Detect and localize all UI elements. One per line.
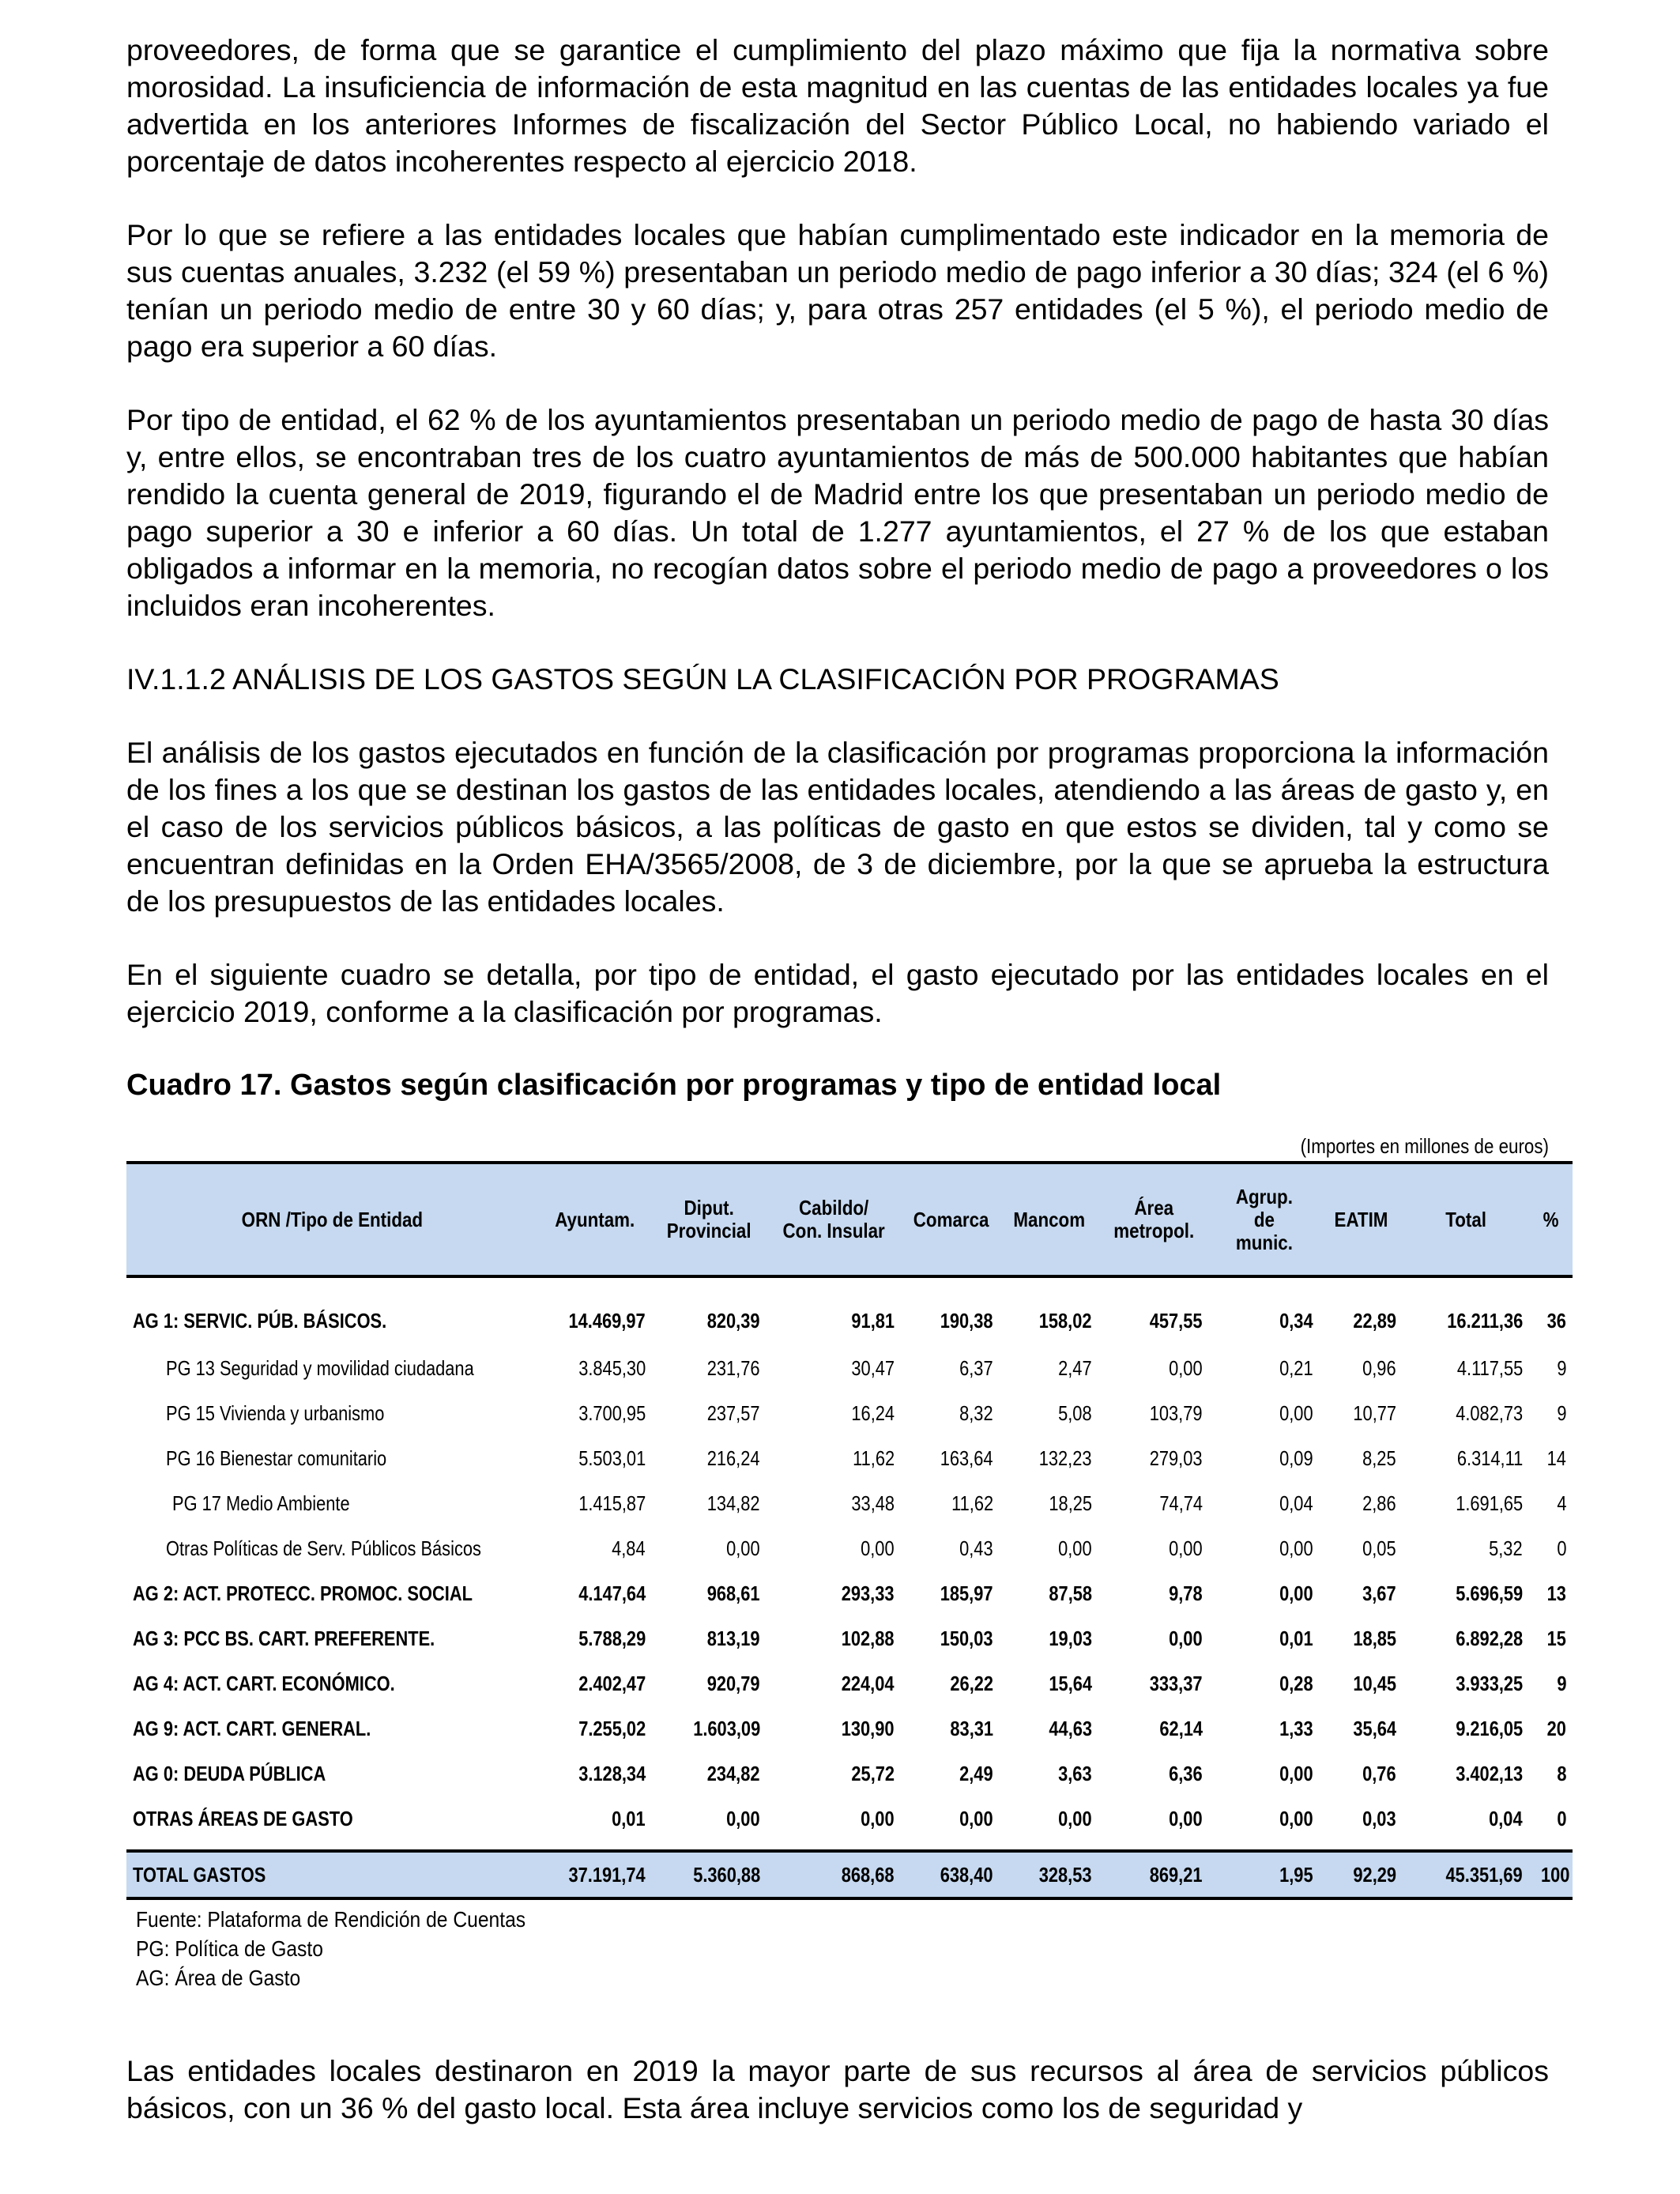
table-cell: 0,00 (1169, 1536, 1203, 1560)
table-cell: 13 (1546, 1581, 1566, 1605)
table-cell: 3.933,25 (1455, 1672, 1523, 1695)
table-cell: 0,00 (726, 1536, 760, 1560)
note-line: AG: Área de Gasto (136, 1966, 301, 1990)
table-cell: 0,00 (1058, 1536, 1092, 1560)
table-cell: 813,19 (707, 1627, 760, 1650)
table-cell: 0,04 (1279, 1491, 1313, 1515)
table-cell: 216,24 (707, 1446, 760, 1470)
table-cell: 5,08 (1058, 1401, 1092, 1425)
header-col-3 (767, 1163, 901, 1276)
table-cell: 163,64 (940, 1446, 993, 1470)
row-label: PG 17 Medio Ambiente (172, 1491, 350, 1515)
table-cell: 130,90 (842, 1717, 895, 1740)
table-cell: 9 (1556, 1401, 1566, 1425)
table-cell: 6,36 (1169, 1762, 1203, 1785)
table-cell: 14.469,97 (568, 1308, 646, 1333)
table-header-row (126, 1163, 1573, 1276)
table-cell: 8 (1556, 1762, 1566, 1785)
table-cell: 16,24 (851, 1401, 895, 1425)
table-cell: 0,76 (1362, 1762, 1396, 1785)
table-row (126, 1796, 1573, 1842)
table-row (126, 1481, 1573, 1526)
header-label: Total (1445, 1207, 1486, 1231)
total-cell: 1,95 (1209, 1851, 1320, 1898)
table-cell: 0,00 (959, 1807, 993, 1830)
total-cell: 869,21 (1098, 1851, 1209, 1898)
table-cell: 0,00 (1279, 1581, 1313, 1605)
table-row (126, 1661, 1573, 1706)
header-col-10 (1529, 1163, 1573, 1276)
row-label: OTRAS ÁREAS DE GASTO (133, 1807, 353, 1830)
table-cell: 25,72 (851, 1762, 895, 1785)
table-cell: 3.128,34 (578, 1762, 646, 1785)
table-cell: 87,58 (1049, 1581, 1092, 1605)
table-cell: 7.255,02 (578, 1717, 646, 1740)
table-cell: 224,04 (842, 1672, 895, 1695)
table-cell: 62,14 (1159, 1717, 1203, 1740)
table-cell: 20 (1546, 1717, 1566, 1740)
table-cell: 820,39 (707, 1308, 760, 1333)
total-cell: 92,29 (1320, 1851, 1403, 1898)
table-cell: 10,77 (1353, 1401, 1396, 1425)
total-cell: 37.191,74 (537, 1851, 652, 1898)
table-cell: 11,62 (852, 1446, 895, 1470)
table-cell: 9,78 (1169, 1581, 1203, 1605)
header-col-1 (537, 1163, 652, 1276)
table-cell: 33,48 (851, 1491, 895, 1515)
table-cell: 0,34 (1279, 1308, 1313, 1333)
table-cell: 3.402,13 (1455, 1762, 1523, 1785)
table-cell: 158,02 (1039, 1308, 1092, 1333)
table-cell: 0,21 (1279, 1356, 1313, 1380)
table-cell: 14 (1546, 1446, 1566, 1470)
total-cell: 868,68 (767, 1851, 901, 1898)
table-cell: 16.211,36 (1447, 1308, 1523, 1333)
table-row (126, 1436, 1573, 1481)
header-col-9 (1403, 1163, 1529, 1276)
table-cell: 0,00 (861, 1807, 895, 1830)
table-cell: 3.845,30 (578, 1356, 646, 1380)
row-label: Otras Políticas de Serv. Públicos Básicos (166, 1536, 481, 1560)
table-cell: 237,57 (707, 1401, 760, 1425)
header-col-6 (1098, 1163, 1209, 1276)
table-cell: 0,00 (726, 1807, 760, 1830)
table-row (126, 1391, 1573, 1436)
table-cell: 35,64 (1353, 1717, 1396, 1740)
table-cell: 2.402,47 (578, 1672, 646, 1695)
total-cell: 5.360,88 (652, 1851, 767, 1898)
table-cell: 0,28 (1279, 1672, 1313, 1695)
header-col-8 (1320, 1163, 1403, 1276)
table-cell: 103,79 (1150, 1401, 1203, 1425)
table-row (126, 1571, 1573, 1616)
table-cell: 4 (1556, 1491, 1566, 1515)
table-cell: 0,00 (1169, 1807, 1203, 1830)
table-cell: 8,32 (959, 1401, 993, 1425)
table-cell: 9 (1556, 1356, 1566, 1380)
table-cell: 0,00 (861, 1536, 895, 1560)
table-cell: 0,00 (1058, 1807, 1092, 1830)
row-label: PG 15 Vivienda y urbanismo (166, 1401, 385, 1425)
table-cell: 293,33 (842, 1581, 895, 1605)
table-cell: 19,03 (1049, 1627, 1092, 1650)
paragraph-2: Por lo que se refiere a las entidades locales que habían cumplimentado este indicador en la memoria de sus cuentas anuales, 3.232 (el 59 %) presentaban un periodo medio de pago inferior a 30 días; 324 (el 6 %) tenían un periodo medio de entre 30 y 60 días; y, para otras 257 entidades (el 5 %), el periodo medio de pago era superior a 60 días. (126, 218, 1549, 363)
table-cell: 6,37 (959, 1356, 993, 1380)
table-cell: 0,00 (1169, 1356, 1203, 1380)
table-cell: 2,49 (959, 1762, 993, 1785)
total-row (126, 1851, 1573, 1898)
table-cell: 15 (1546, 1627, 1566, 1650)
header-col-4 (901, 1163, 1000, 1276)
header-label: Diput. Provincial (667, 1196, 751, 1242)
table-cell: 234,82 (707, 1762, 760, 1785)
note-line: PG: Política de Gasto (136, 1936, 323, 1961)
header-label: Comarca (913, 1207, 989, 1231)
total-cell: 328,53 (1000, 1851, 1098, 1898)
table-row (126, 1526, 1573, 1571)
table-cell: 968,61 (707, 1581, 760, 1605)
table-cell: 10,45 (1353, 1672, 1396, 1695)
table-cell: 30,47 (851, 1356, 895, 1380)
table-cell: 3.700,95 (578, 1401, 646, 1425)
header-label: % (1543, 1207, 1559, 1231)
header-entity-type (126, 1163, 537, 1276)
table-cell: 0,03 (1362, 1807, 1396, 1830)
table-cell: 26,22 (950, 1672, 993, 1695)
table-cell: 2,86 (1362, 1491, 1396, 1515)
total-cell: 45.351,69 (1403, 1851, 1529, 1898)
table-cell: 0,00 (1279, 1762, 1313, 1785)
table-cell: 44,63 (1049, 1717, 1092, 1740)
table-cell: 36 (1546, 1308, 1566, 1333)
paragraph-3: Por tipo de entidad, el 62 % de los ayuntamientos presentaban un periodo medio de pago de hasta 30 días y, entre ellos, se encontraban tres de los cuatro ayuntamientos de más de 500.000 habitantes que habían rendido la cuenta general de 2019, figurando el de Madrid entre los que presentaban un periodo medio de pago superior a 30 e inferior a 60 días. Un total de 1.277 ayuntamientos, el 27 % de los que estaban obligados a informar en la memoria, no recogían datos sobre el periodo medio de pago a proveedores o los incluidos eran incoherentes. (126, 403, 1549, 622)
table-cell: 1,33 (1279, 1717, 1313, 1740)
table-cell: 134,82 (707, 1491, 760, 1515)
document-page (126, 32, 1570, 2163)
table-cell: 91,81 (851, 1308, 895, 1333)
total-cell: 100 (1529, 1851, 1573, 1898)
table-cell: 11,62 (951, 1491, 993, 1515)
table-cell: 0,05 (1362, 1536, 1396, 1560)
table-cell: 190,38 (940, 1308, 993, 1333)
table-cell: 5,32 (1489, 1536, 1523, 1560)
table-cell: 0,01 (1279, 1627, 1313, 1650)
table-cell: 4,84 (612, 1536, 646, 1560)
header-label: Cabildo/ Con. Insular (782, 1196, 885, 1242)
table-cell: 5.788,29 (578, 1627, 646, 1650)
table-cell: 0,00 (1169, 1627, 1203, 1650)
table-cell: 5.696,59 (1455, 1581, 1523, 1605)
row-label: AG 2: ACT. PROTECC. PROMOC. SOCIAL (133, 1581, 473, 1605)
table-cell: 6.314,11 (1456, 1446, 1523, 1470)
row-label: AG 3: PCC BS. CART. PREFERENTE. (133, 1627, 435, 1650)
row-label: AG 4: ACT. CART. ECONÓMICO. (133, 1672, 395, 1695)
row-label: AG 1: SERVIC. PÚB. BÁSICOS. (133, 1308, 387, 1333)
row-label: AG 9: ACT. CART. GENERAL. (133, 1717, 371, 1740)
table-cell: 74,74 (1159, 1491, 1203, 1515)
total-label: TOTAL GASTOS (126, 1851, 537, 1898)
table-cell: 4.082,73 (1455, 1401, 1523, 1425)
table-cell: 0 (1556, 1807, 1566, 1830)
header-label: Mancom (1013, 1207, 1085, 1231)
header-label: Ayuntam. (554, 1207, 635, 1231)
paragraph-1: proveedores, de forma que se garantice el cumplimiento del plazo máximo que fija la normativa sobre morosidad. La insuficiencia de información de esta magnitud en las cuentas de las entidades locales ya fue advertida en los anteriores Informes de fiscalización del Sector Público Local, no habiendo variado el porcentaje de datos incoherentes respecto al ejercicio 2018. (126, 33, 1549, 178)
table-cell: 4.147,64 (578, 1581, 646, 1605)
table-cell: 231,76 (707, 1356, 760, 1380)
table-cell: 333,37 (1150, 1672, 1203, 1695)
table-cell: 5.503,01 (578, 1446, 646, 1470)
table-cell: 1.415,87 (578, 1491, 646, 1515)
table-cell: 6.892,28 (1455, 1627, 1523, 1650)
row-label: PG 16 Bienestar comunitario (166, 1446, 387, 1470)
table-row (126, 1276, 1573, 1346)
header-col-2 (652, 1163, 767, 1276)
table-cell: 0 (1556, 1536, 1566, 1560)
note-line: Fuente: Plataforma de Rendición de Cuentas (136, 1907, 526, 1932)
header-col-7 (1209, 1163, 1320, 1276)
table-cell: 22,89 (1353, 1308, 1396, 1333)
table-row (126, 1346, 1573, 1391)
table-cell: 279,03 (1150, 1446, 1203, 1470)
table-cell: 1.691,65 (1455, 1491, 1523, 1515)
table-row (126, 1616, 1573, 1661)
table-cell: 18,25 (1049, 1491, 1092, 1515)
table-cell: 0,43 (959, 1536, 993, 1560)
header-col-5 (1000, 1163, 1098, 1276)
table-cell: 3,63 (1058, 1762, 1092, 1785)
table-cell: 150,03 (940, 1627, 993, 1650)
table-cell: 0,00 (1279, 1401, 1313, 1425)
table-cell: 18,85 (1353, 1627, 1396, 1650)
table-cell: 185,97 (940, 1581, 993, 1605)
section-heading: IV.1.1.2 ANÁLISIS DE LOS GASTOS SEGÚN LA CLASIFICACIÓN POR PROGRAMAS (126, 662, 1279, 696)
paragraph-4: El análisis de los gastos ejecutados en función de la clasificación por programas proporciona la información de los fines a los que se destinan los gastos de las entidades locales, atendiendo a las áreas de gasto y, en el caso de los servicios públicos básicos, a las políticas de gasto en que estos se dividen, tal y como se encuentran definidas en la Orden EHA/3565/2008, de 3 de diciembre, por la que se aprueba la estructura de los presupuestos de las entidades locales. (126, 736, 1549, 918)
table-cell: 9.216,05 (1455, 1717, 1523, 1740)
table-cell: 2,47 (1058, 1356, 1092, 1380)
table-cell: 3,67 (1362, 1581, 1396, 1605)
table-row (126, 1706, 1573, 1751)
table-row (126, 1751, 1573, 1796)
table-cell: 83,31 (950, 1717, 993, 1740)
total-cell: 638,40 (901, 1851, 1000, 1898)
expenses-table (126, 1161, 1573, 1900)
header-label: EATIM (1334, 1207, 1388, 1231)
header-label: ORN /Tipo de Entidad (241, 1207, 423, 1231)
paragraph-5: En el siguiente cuadro se detalla, por tipo de entidad, el gasto ejecutado por las entidades locales en el ejercicio 2019, conforme a la clasificación por programas. (126, 958, 1549, 1028)
table-units: (Importes en millones de euros) (1300, 1134, 1549, 1158)
table-notes (126, 1905, 1549, 1992)
table-cell: 0,00 (1279, 1807, 1313, 1830)
row-label: AG 0: DEUDA PÚBLICA (133, 1762, 326, 1785)
final-paragraph: Las entidades locales destinaron en 2019 la mayor parte de sus recursos al área de servicios públicos básicos, con un 36 % del gasto local. Esta área incluye servicios como los de seguridad y (126, 2054, 1549, 2124)
table-cell: 132,23 (1039, 1446, 1092, 1470)
header-label: Área metropol. (1113, 1196, 1194, 1242)
table-cell: 4.117,55 (1456, 1356, 1523, 1380)
table-caption: Cuadro 17. Gastos según clasificación por programas y tipo de entidad local (126, 1069, 1222, 1102)
table-cell: 0,01 (612, 1807, 646, 1830)
table-cell: 1.603,09 (692, 1717, 760, 1740)
table-cell: 920,79 (707, 1672, 760, 1695)
header-label: Agrup. de munic. (1235, 1184, 1294, 1254)
table-cell: 15,64 (1049, 1672, 1092, 1695)
table-cell: 102,88 (842, 1627, 895, 1650)
table-cell: 0,96 (1362, 1356, 1396, 1380)
table-cell: 9 (1556, 1672, 1566, 1695)
table-cell: 8,25 (1362, 1446, 1396, 1470)
row-label: PG 13 Seguridad y movilidad ciudadana (166, 1356, 474, 1380)
table-cell: 0,00 (1279, 1536, 1313, 1560)
table-cell: 0,09 (1279, 1446, 1313, 1470)
table-cell: 457,55 (1150, 1308, 1203, 1333)
table-cell: 0,04 (1489, 1807, 1523, 1830)
table-body (126, 1276, 1573, 1898)
